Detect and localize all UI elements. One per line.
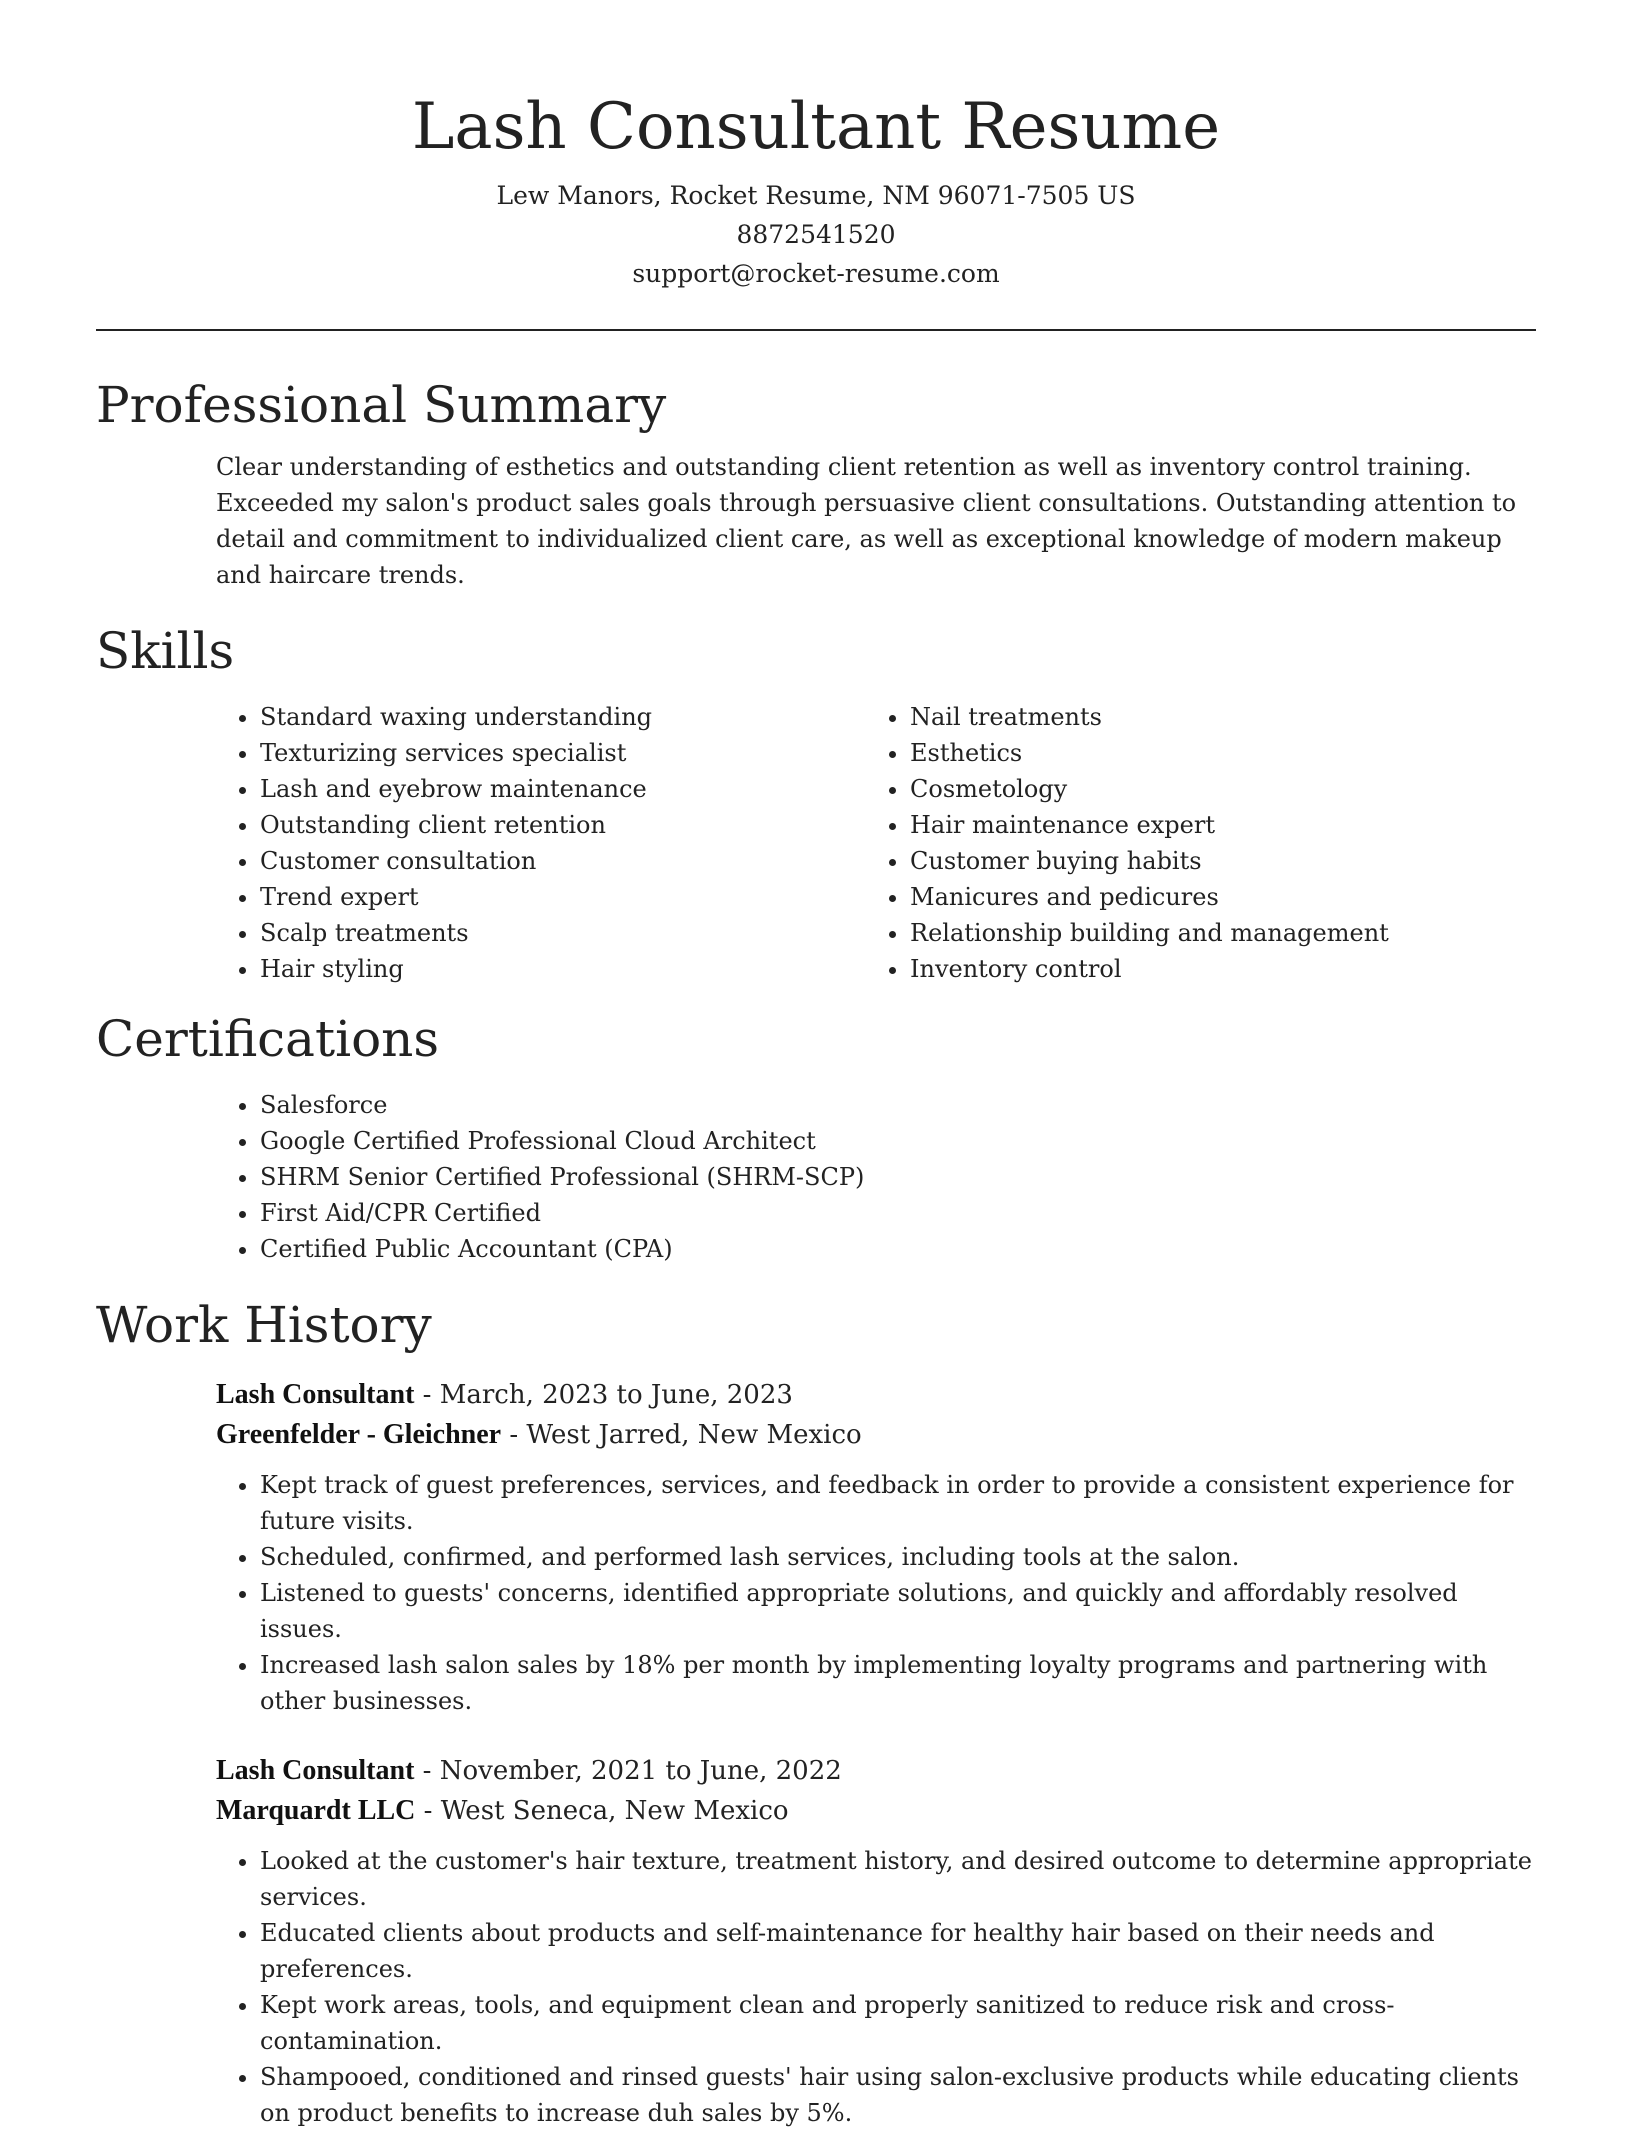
job-title-line: [216, 1751, 1536, 1791]
job-dates: - November, 2021 to June, 2022: [414, 1756, 842, 1786]
skill-item: • Scalp treatments: [260, 915, 746, 951]
skill-item: • Lash and eyebrow maintenance: [260, 771, 746, 807]
contact-email: support@rocket-resume.com: [632, 259, 1000, 288]
job-bullets: [216, 1467, 1536, 1719]
job-title: Lash Consultant: [216, 1755, 415, 1786]
job-bullet: • Kept work areas, tools, and equipment clean and properly sanitized to reduce risk and cross-contamination.: [260, 1987, 1536, 2059]
contact-address: Lew Manors, Rocket Resume, NM 96071-7505 US: [496, 181, 1136, 210]
certification-item: • Salesforce: [260, 1087, 1536, 1123]
skill-item: • Esthetics: [910, 735, 1510, 771]
skills-list-right: [746, 699, 1510, 987]
job-bullet: • Scheduled, confirmed, and performed lash services, including tools at the salon.: [260, 1539, 1536, 1575]
job-bullet: • Kept track of guest preferences, services, and feedback in order to provide a consistent experience for future visits.: [260, 1467, 1536, 1539]
certification-item: • Certified Public Accountant (CPA): [260, 1231, 1536, 1267]
resume-header: [96, 0, 1536, 293]
skills-grid: [96, 699, 1536, 987]
job-entry: [216, 1375, 1536, 1719]
job-location: - West Seneca, New Mexico: [415, 1796, 789, 1826]
job-dates: - March, 2023 to June, 2023: [414, 1380, 793, 1410]
job-title: Lash Consultant: [216, 1379, 415, 1410]
job-bullet: • Increased lash salon sales by 18% per month by implementing loyalty programs and partnering with other businesses.: [260, 1647, 1536, 1719]
job-location: - West Jarred, New Mexico: [501, 1420, 862, 1450]
skill-item: • Outstanding client retention: [260, 807, 746, 843]
skill-item: • Standard waxing understanding: [260, 699, 746, 735]
skill-item: • Customer consultation: [260, 843, 746, 879]
skill-item: • Cosmetology: [910, 771, 1510, 807]
skill-item: • Trend expert: [260, 879, 746, 915]
skill-item: • Hair maintenance expert: [910, 807, 1510, 843]
job-bullet: • Listened to guests' concerns, identified appropriate solutions, and quickly and affordably resolved issues.: [260, 1575, 1536, 1647]
certification-item: • SHRM Senior Certified Professional (SHRM-SCP): [260, 1159, 1536, 1195]
skills-list-left: [96, 699, 746, 987]
skill-item: • Texturizing services specialist: [260, 735, 746, 771]
job-entry: [216, 1751, 1536, 2131]
contact-block: [96, 176, 1536, 293]
job-title-line: [216, 1375, 1536, 1415]
job-bullet: • Educated clients about products and self-maintenance for healthy hair based on their needs and preferences.: [260, 1915, 1536, 1987]
work-history-heading: Work History: [96, 1296, 432, 1354]
job-bullet: • Looked at the customer's hair texture, treatment history, and desired outcome to determine appropriate services.: [260, 1843, 1536, 1915]
certification-item: • Google Certified Professional Cloud Architect: [260, 1123, 1536, 1159]
skill-item: • Customer buying habits: [910, 843, 1510, 879]
job-company-line: [216, 1791, 1536, 1831]
job-company-line: [216, 1415, 1536, 1455]
skill-item: • Hair styling: [260, 951, 746, 987]
resume-page: [96, 0, 1536, 2131]
skill-item: • Manicures and pedicures: [910, 879, 1510, 915]
contact-phone: 8872541520: [736, 220, 896, 249]
job-company: Marquardt LLC: [216, 1795, 416, 1826]
certifications-list: [96, 1087, 1536, 1267]
resume-title: Lash Consultant Resume: [411, 90, 1221, 164]
job-bullets: [216, 1843, 1536, 2131]
certification-item: • First Aid/CPR Certified: [260, 1195, 1536, 1231]
certifications-heading: Certifications: [96, 1010, 440, 1068]
summary-section: [96, 373, 1536, 593]
skills-section: [96, 619, 1536, 987]
skill-item: • Relationship building and management: [910, 915, 1510, 951]
summary-text: Clear understanding of esthetics and outstanding client retention as well as inventory control training. Exceeded my salon's product sales goals through persuasive client consultations. Outstanding attention to detail and commitment to individualized client care, as well as exceptional knowledge of modern makeup and haircare trends.: [216, 453, 1517, 589]
job-bullet: • Shampooed, conditioned and rinsed guests' hair using salon-exclusive products while educating clients on product benefits to increase duh sales by 5%.: [260, 2059, 1536, 2131]
certifications-section: [96, 1007, 1536, 1267]
skills-heading: Skills: [96, 622, 235, 680]
skill-item: • Nail treatments: [910, 699, 1510, 735]
header-divider: [96, 329, 1536, 331]
work-history-section: [96, 1293, 1536, 2131]
job-company: Greenfelder - Gleichner: [216, 1419, 502, 1450]
skill-item: • Inventory control: [910, 951, 1510, 987]
summary-heading: Professional Summary: [96, 376, 667, 434]
